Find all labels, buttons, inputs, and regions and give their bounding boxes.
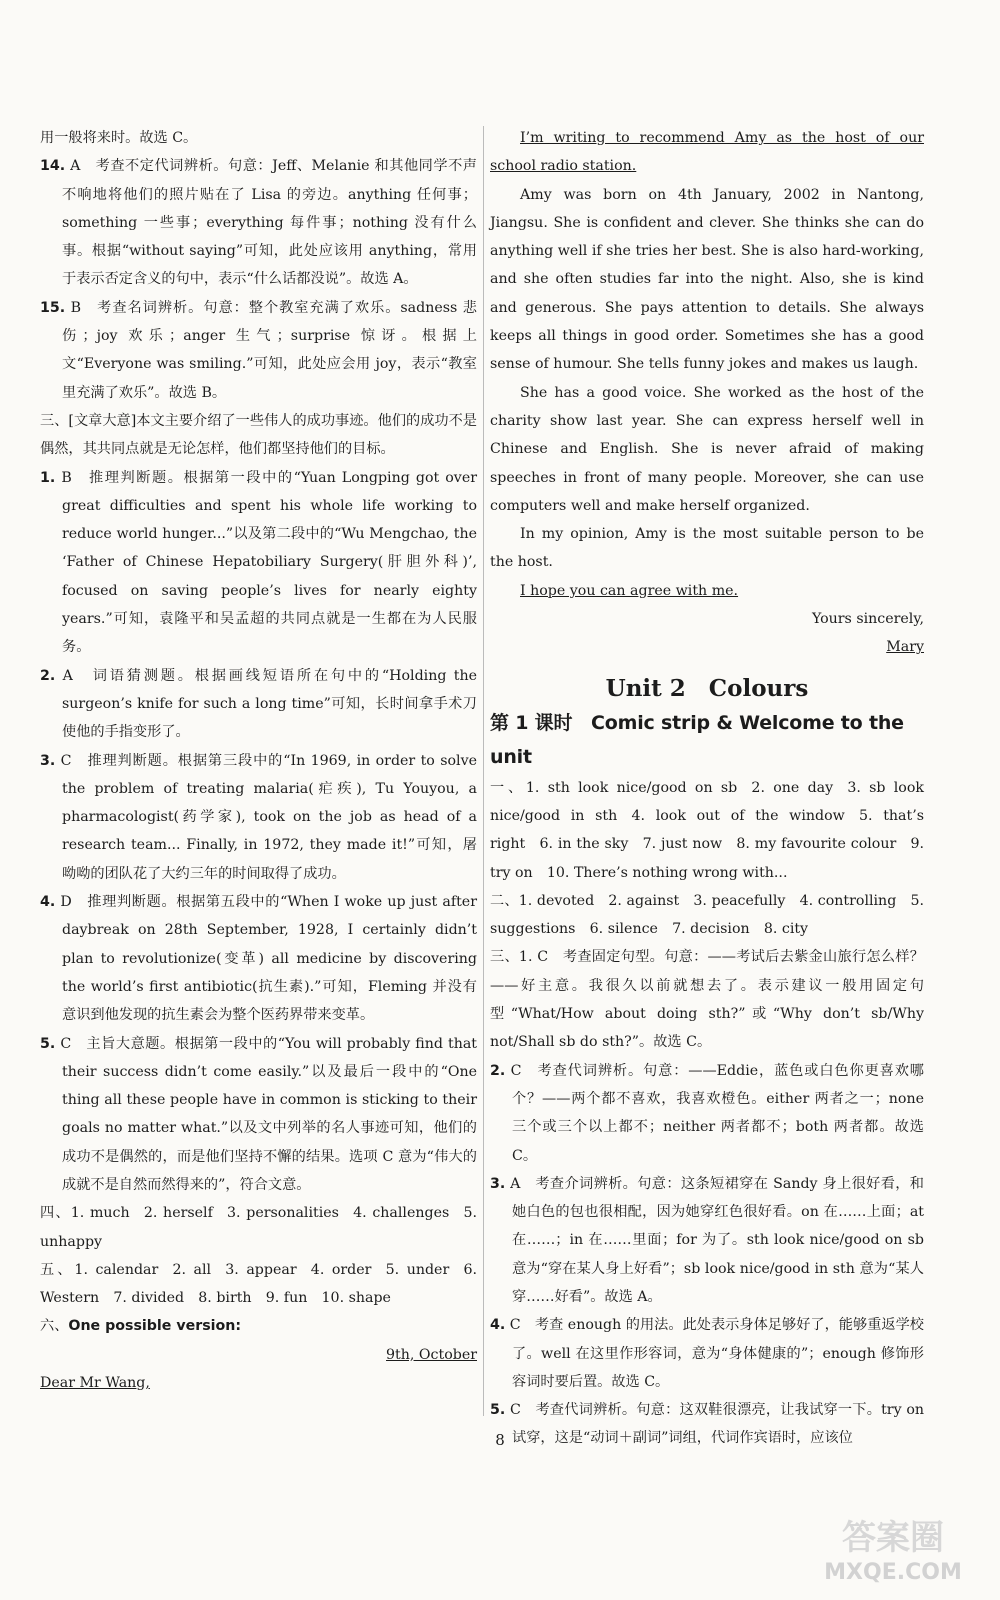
- item-text: B 考查名词辨析。句意：整个教室充满了欢乐。sadness 悲伤；joy 欢乐；anger 生气；surprise 惊讶。根据上文“Everyone was smiling.”可知，此处应会用 joy，表示“教室里充满了欢乐”。故选 B。: [62, 299, 477, 401]
- section-prefix: 二、: [490, 892, 519, 909]
- list-answer: 4. controlling: [799, 892, 897, 909]
- item-number: 14.: [40, 158, 66, 175]
- salutation: [40, 1369, 477, 1397]
- section-prefix: 五、: [40, 1261, 75, 1278]
- list-answer: 8. my favourite colour: [736, 836, 897, 853]
- list-answer: 3. personalities: [227, 1205, 339, 1222]
- list-answer: 2. all: [172, 1261, 212, 1278]
- column-divider: [483, 126, 484, 1416]
- answer-list: [490, 887, 924, 944]
- item-text: A 考查介词辨析。句意：这条短裙穿在 Sandy 身上很好看，和她白色的包也很相配，因为她穿红色很好看。on 在……上面；at 在……；in 在……里面；for 为了。sth look nice/good on sb 意为“穿在某人身上好看”；sb look nice/good in sth 意为“某人穿……好看”。故选 A。: [510, 1175, 924, 1305]
- item-number: 5.: [40, 1035, 56, 1052]
- list-answer: 1. sth look nice/good on sb: [525, 779, 738, 796]
- text-block: 三、1. C 考查固定句型。句意：——考试后去紫金山旅行怎么样？——好主意。我很久以前就想去了。表示建议一般用固定句型“What/How about doing sth?”或“Why don’t sb/Why not/Shall sb do sth?”。故选 C。: [490, 949, 924, 1051]
- list-answer: 6. Western: [40, 1261, 477, 1307]
- list-answer: 1. much: [70, 1205, 130, 1222]
- list-answer: 3. peacefully: [693, 892, 786, 909]
- item-text: C 考查 enough 的用法。此处表示身体足够好了，能够重返学校了。well 在这里作形容词，意为“身体健康的”；enough 修饰形容词时要后置。故选 C。: [509, 1317, 924, 1390]
- list-answer: 1. calendar: [74, 1261, 159, 1278]
- list-answer: 2. herself: [143, 1205, 213, 1222]
- item-number: 4.: [490, 1317, 506, 1334]
- item-number: 3.: [490, 1175, 506, 1192]
- item-number: 15.: [40, 299, 66, 316]
- list-answer: 2. one day: [751, 779, 834, 796]
- item-number: 3.: [40, 752, 56, 769]
- watermark-bottom: MXQE.COM: [824, 1560, 962, 1585]
- list-answer: 4. look out of the window: [631, 807, 845, 824]
- list-answer: 8. city: [763, 921, 809, 938]
- underlined-text: 9th, October: [386, 1346, 477, 1363]
- item-text: B 推理判断题。根据第一段中的“Yuan Longping got over great difficulties and spent his whole life working to reduce world hunger...”以及第二段中的“Wu Mengchao, the ‘Father of Chinese Hepatobiliary Surgery(肝胆外科)’, focused on saving people’s lives for nearly eighty years.”可知，袁隆平和吴孟超的共同点就是一生都在为人民服务。: [61, 469, 477, 656]
- answer-item: [40, 464, 477, 662]
- item-text: A 考查不定代词辨析。句意：Jeff、Melanie 和其他同学不声不响地将他们的照片贴在了 Lisa 的旁边。anything 任何事；something 一些事；everything 每件事；nothing 没有什么事。根据“without saying”可知，此处应该用 anything，常用于表示否定含义的句中，表示“什么话都没说”。故选 A。: [62, 158, 477, 288]
- underlined-text: Dear Mr Wang,: [40, 1375, 150, 1392]
- closing-line: Yours sincerely,: [811, 611, 924, 628]
- list-answer: 3. appear: [225, 1261, 297, 1278]
- item-number: 1.: [40, 469, 56, 486]
- underlined-text: Mary: [886, 639, 924, 656]
- item-text: C 推理判断题。根据第三段中的“In 1969, in order to solve the problem of treating malaria(疟疾), Tu Youyou, a pharmacologist(药学家), took on the job as head of a research team... Finally, in 1972, they made it!”可知，屠呦呦的团队花了大约三年的时间取得了成功。: [60, 752, 477, 882]
- letter-paragraph: Amy was born on 4th January, 2002 in Nantong, Jiangsu. She is confident and clever. She thinks she can do anything well if she tries her best. She is also hard-working, and she often studies far into the night. Also, she is kind and generous. She pays attention to details. She always keeps all things in good order. Sometimes she has a good sense of humour. She tells funny jokes and makes us laugh.: [490, 186, 924, 373]
- list-answer: 10. There’s nothing wrong with...: [546, 864, 788, 881]
- answer-item: [490, 1311, 924, 1396]
- answer-item: [490, 1057, 924, 1170]
- answer-item: [40, 888, 477, 1029]
- letter-paragraph: [490, 577, 924, 605]
- answer-item: [40, 152, 477, 293]
- letter-paragraph: [490, 124, 924, 181]
- item-text: C 主旨大意题。根据第一段中的“You will probably find that their success didn’t come easily.”以及最后一段中的“One thing all these people have in common is sticking to their goals no matter what.”以及文中列举的名人事迹可知，他们的成功不是偶然的，而是他们坚持不懈的结果。选项 C 意为“伟大的成就不是自然而然得来的”，符合文意。: [60, 1035, 477, 1193]
- lesson-title: 第 1 课时 Comic strip & Welcome to the unit: [490, 711, 904, 768]
- item-text: A 词语猜测题。根据画线短语所在句中的“Holding the surgeon’s knife for such a long time”可知，长时间拿手术刀使他的手指变形了。: [62, 667, 477, 741]
- item-number: 5.: [490, 1402, 506, 1419]
- item-text: D 推理判断题。根据第五段中的“When I woke up just after daybreak on 28th September, 1928, I certainly didn’t plan to revolutionize(变革) all medicine by discovering the world’s first antibiotic(抗生素).”可知，Fleming 并没有意识到他发现的抗生素会为整个医药界带来变革。: [60, 894, 477, 1024]
- underlined-text: I hope you can agree with me.: [520, 582, 739, 599]
- item-number: 2.: [490, 1062, 506, 1079]
- list-answer: 4. order: [310, 1261, 372, 1278]
- answer-item: [40, 747, 477, 888]
- unit-title: Unit 2 Colours: [605, 674, 809, 702]
- answer-item: [40, 294, 477, 407]
- list-answer: 7. divided: [113, 1290, 185, 1307]
- list-answer: 6. in the sky: [539, 836, 629, 853]
- letter-paragraph: She has a good voice. She worked as the host of the charity show last year. She can express herself well in Chinese and English. She is never afraid of making speeches in front of many people. Moreover, she can use computers well and make herself organized.: [490, 384, 924, 514]
- list-answer: 6. silence: [589, 921, 658, 938]
- list-answer: 9. fun: [265, 1290, 308, 1307]
- answer-item: [40, 662, 477, 747]
- list-answer: 4. challenges: [353, 1205, 450, 1222]
- letter-paragraph: In my opinion, Amy is the most suitable person to be the host.: [490, 526, 924, 571]
- right-aligned-line: [490, 633, 924, 661]
- version-label: One possible version:: [68, 1318, 242, 1335]
- right-aligned-line: [40, 1341, 477, 1369]
- page-number: 8: [495, 1431, 505, 1449]
- answer-item: [40, 1030, 477, 1200]
- answer-list: [490, 774, 924, 887]
- watermark-logo: [805, 1511, 980, 1586]
- section-prefix: 六、: [40, 1318, 69, 1335]
- section-prefix: 一、: [490, 779, 526, 796]
- list-answer: 7. decision: [672, 921, 750, 938]
- underlined-text: I’m writing to recommend Amy as the host of our school radio station.: [490, 130, 924, 175]
- watermark-top: 答案圈: [842, 1518, 944, 1558]
- text-block: 三、[文章大意]本文主要介绍了一些伟人的成功事迹。他们的成功不是偶然，其共同点就是无论怎样，他们都坚持他们的目标。: [40, 412, 477, 458]
- item-text: C 考查代词辨析。句意：这双鞋很漂亮，让我试穿一下。try on 试穿，这是“动词＋副词”词组，代词作宾语时，应该位: [510, 1402, 925, 1447]
- section-prefix: 四、: [40, 1205, 71, 1222]
- list-answer: 2. against: [608, 892, 680, 909]
- answer-list: [40, 1256, 477, 1313]
- right-column: [490, 124, 924, 1453]
- answer-item: [490, 1170, 924, 1311]
- list-answer: 5. suggestions: [490, 892, 925, 938]
- item-number: 2.: [40, 667, 56, 684]
- list-answer: 8. birth: [198, 1290, 252, 1307]
- list-answer: 10. shape: [321, 1290, 391, 1307]
- answer-list: [40, 1199, 477, 1256]
- list-answer: 3. sb look nice/good in sth: [490, 779, 924, 824]
- item-text: C 考查代词辨析。句意：——Eddie，蓝色或白色你更喜欢哪个？——两个都不喜欢，我喜欢橙色。either 两者之一；none 三个或三个以上都不；neither 两者都不；both 两者都。故选 C。: [510, 1062, 924, 1164]
- list-answer: 1. devoted: [518, 892, 595, 909]
- text-block: 用一般将来时。故选 C。: [40, 130, 198, 146]
- list-answer: 5. that’s right: [490, 807, 924, 853]
- item-number: 4.: [40, 894, 56, 911]
- left-column: [40, 124, 477, 1397]
- list-answer: 7. just now: [642, 836, 723, 853]
- writing-heading: [40, 1312, 477, 1340]
- list-answer: 5. unhappy: [40, 1205, 477, 1250]
- list-answer: 5. under: [385, 1261, 450, 1278]
- list-answer: 9. try on: [490, 836, 924, 881]
